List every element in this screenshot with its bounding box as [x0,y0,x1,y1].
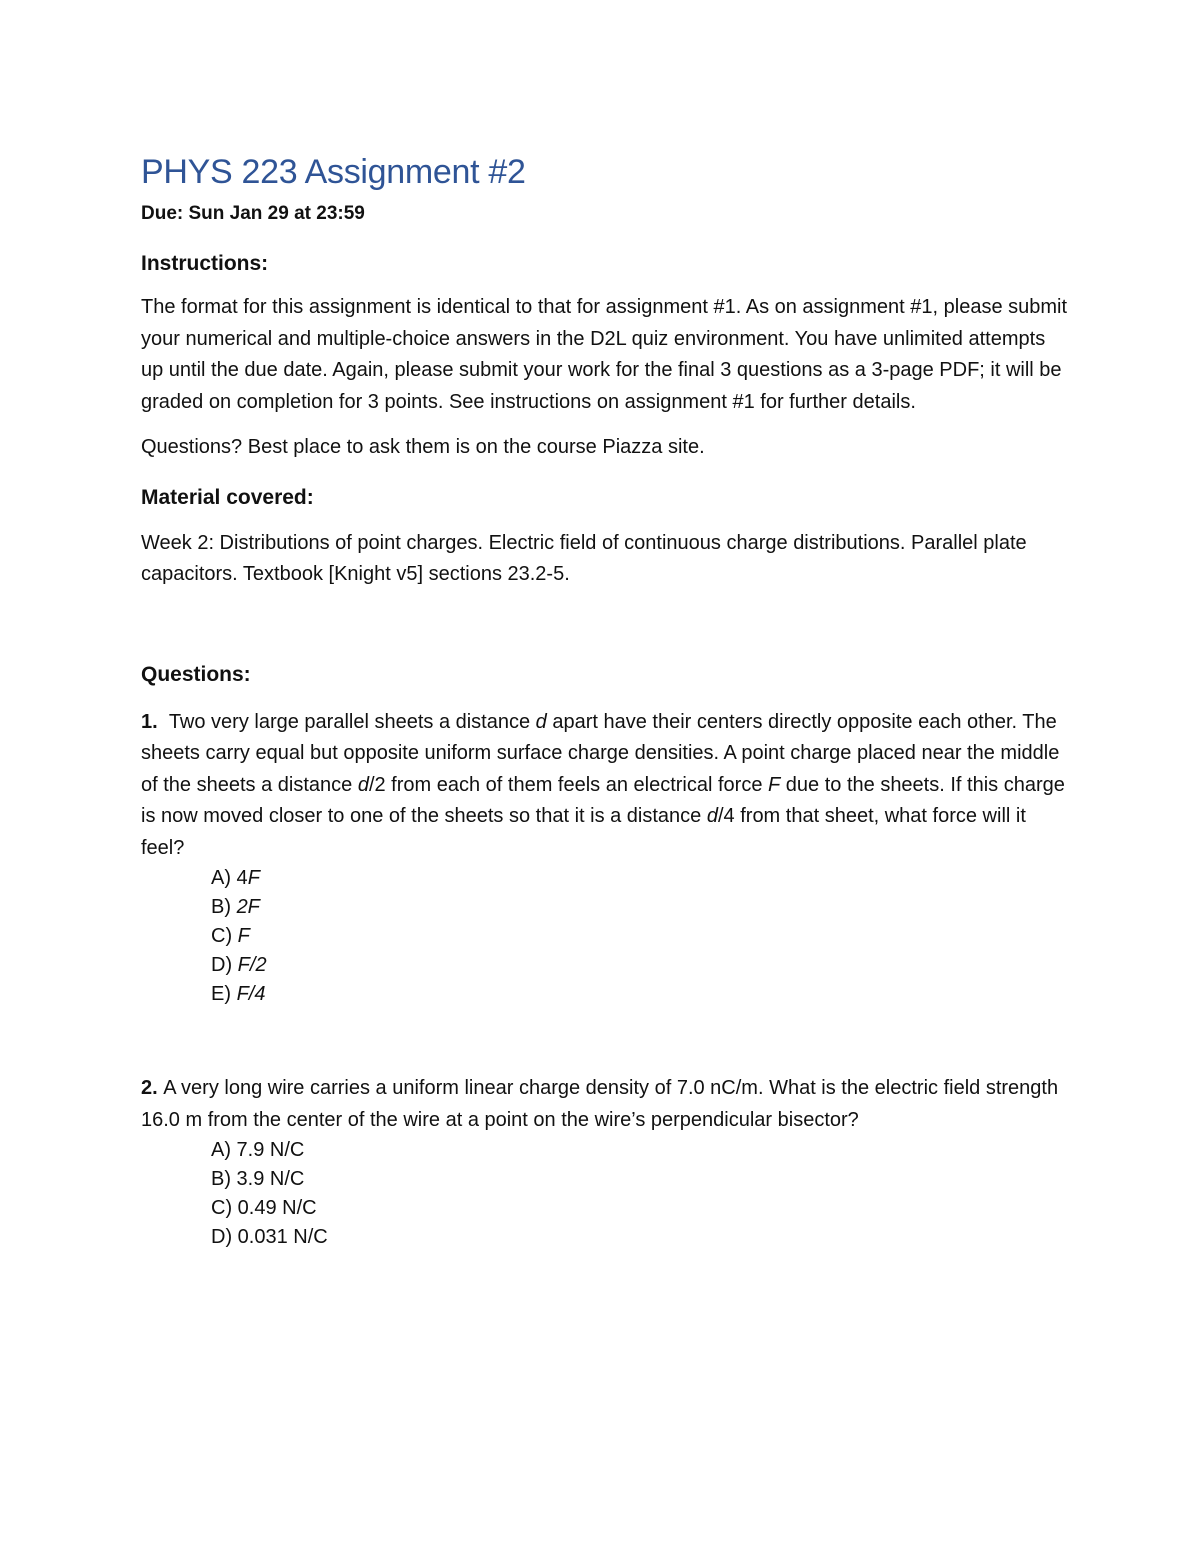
question-1-options [211,864,1071,1009]
question-2-text: A very long wire carries a uniform linear charge density of 7.0 nC/m. What is the electric field strength 16.0 m from the center of the wire at a point on the wire’s perpendicular bisector? [141,1077,1059,1131]
question-1-variable: d [535,710,547,733]
option-value: F/4 [236,983,266,1005]
document-title: PHYS 223 Assignment #2 [141,153,526,191]
question-1-option-d [211,951,1071,980]
question-2-option-b: B) 3.9 N/C [211,1168,305,1190]
option-label: A) 4 [211,867,248,889]
question-2 [141,1073,1071,1136]
option-label: C) [211,925,238,947]
question-2-number: 2. [141,1077,158,1099]
instructions-heading: Instructions: [141,252,269,275]
question-1-text-part: /2 from each of them feels an electrical force [368,773,769,796]
question-2-option-a: A) 7.9 N/C [211,1139,305,1161]
option-value: F [237,925,250,947]
question-1-option-a [211,864,1071,893]
question-1-option-c [211,922,1071,951]
option-label: B) [211,896,237,918]
question-1-option-b [211,893,1071,922]
question-1-text-part: Two very large parallel sheets a distance [168,710,536,733]
option-label: D) [211,954,238,976]
option-label: E) [211,983,237,1005]
question-1-variable: d [357,773,369,796]
question-2-option-c: C) 0.49 N/C [211,1197,317,1219]
question-1-text-part: due to the sheets. If this charge is now moved closer to one of the sheets so that it is a distance [141,773,1065,827]
option-value: F/2 [237,954,267,976]
question-1-option-e [211,980,1071,1009]
document-page [141,150,1071,1252]
question-1-number: 1. [141,710,158,733]
question-1-variable: F [768,773,781,796]
question-2-option-d: D) 0.031 N/C [211,1226,328,1248]
material-text: Week 2: Distributions of point charges. Electric field of continuous charge distributions. Parallel plate capacitors. Textbook [Knight v5] sections 23.2-5. [141,531,1027,585]
material-heading: Material covered: [141,485,314,509]
option-value: F [247,867,260,889]
instructions-paragraph: The format for this assignment is identical to that for assignment #1. As on assignment #1, please submit your numerical and multiple-choice answers in the D2L quiz environment. You have unlimited attempts up until the due date. Again, please submit your work for the final 3 questions as a 3-page PDF; it will be graded on completion for 3 points. See instructions on assignment #1 for further details. [141,296,1068,413]
questions-note: Questions? Best place to ask them is on the course Piazza site. [141,436,705,458]
due-date: Due: Sun Jan 29 at 23:59 [141,203,365,224]
question-1-text-part: apart have their centers directly opposite each other. The sheets carry equal but opposite uniform surface charge densities. A point charge placed near the middle of the sheets a distance [141,710,1060,796]
question-1 [141,707,1071,865]
question-1-variable: d [706,805,718,827]
question-2-options [211,1136,1071,1252]
questions-heading: Questions: [141,662,251,686]
option-value: 2F [236,896,260,918]
question-1-text-part: /4 from that sheet, what force will it feel? [141,805,1026,859]
